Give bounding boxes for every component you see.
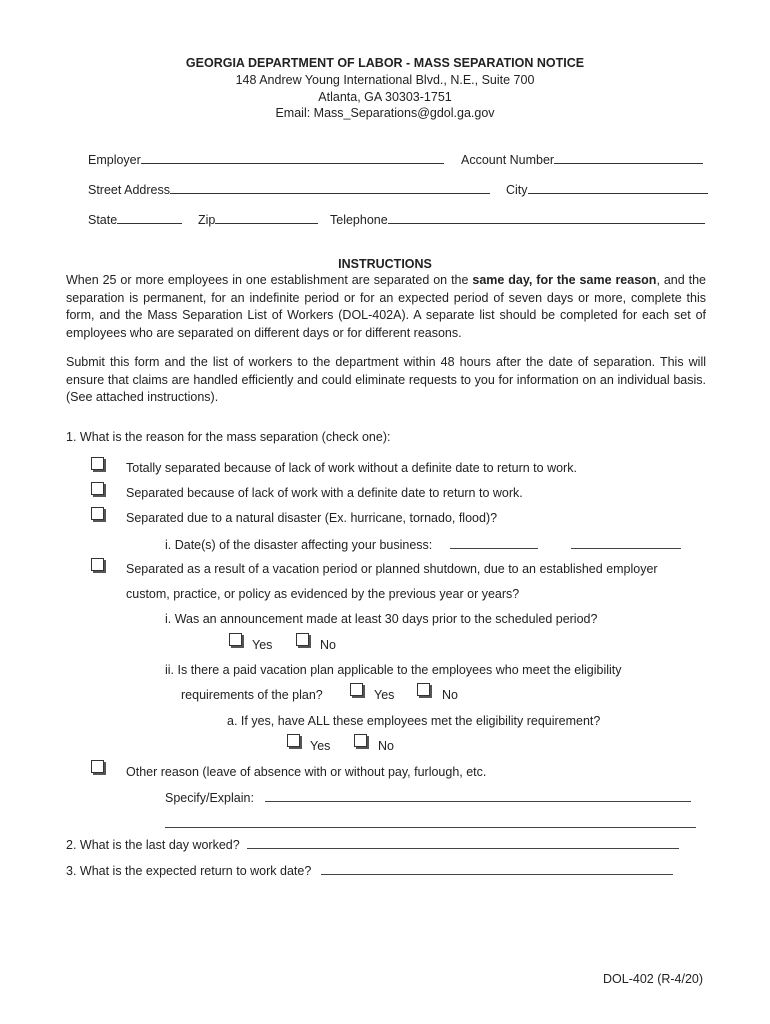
city-line[interactable]: [528, 181, 708, 194]
instructions-paragraph-2: Submit this form and the list of workers to the department within 48 hours after the date of separation. This will ensure that claims are handled efficiently and could eliminate requests to you for information on an individual basis. (See attached instructions).: [66, 355, 706, 404]
checkbox-announcement-yes[interactable]: [229, 633, 242, 646]
instructions-paragraph-1: When 25 or more employees in one establishment are separated on the same day, for the same reason, and the separation is permanent, for an indefinite period or for an expected period of seven days or more, complete this form, and the Mass Separation List of Workers (DOL-402A). A separate list should be completed for each set of employees who are separated on different days or for different reasons.: [66, 273, 706, 340]
announcement-no-label: No: [320, 638, 336, 652]
checkbox-opt-5[interactable]: [91, 760, 104, 773]
disaster-date-line-2[interactable]: [571, 537, 681, 549]
option-4-label-line-1: Separated as a result of a vacation period or planned shutdown, due to an established employer: [126, 562, 658, 576]
state-label: State: [88, 213, 118, 227]
vacation-plan-yes-label: Yes: [374, 688, 395, 702]
account-number-line[interactable]: [554, 151, 703, 164]
question-3-field[interactable]: [66, 863, 673, 878]
street-address-label: Street Address: [88, 183, 170, 197]
telephone-line[interactable]: [388, 211, 705, 224]
checkbox-announcement-no[interactable]: [296, 633, 309, 646]
eligibility-question: a. If yes, have ALL these employees met the eligibility requirement?: [227, 714, 601, 728]
option-5-label: Other reason (leave of absence with or without pay, furlough, etc.: [126, 765, 487, 779]
disaster-date-line-1[interactable]: [450, 537, 538, 549]
address-line-1: 148 Andrew Young International Blvd., N.E., Suite 700: [235, 73, 535, 87]
announcement-yes-label: Yes: [252, 638, 273, 652]
employer-field[interactable]: [88, 151, 444, 167]
form-title: GEORGIA DEPARTMENT OF LABOR - MASS SEPARATION NOTICE: [185, 56, 585, 70]
telephone-label: Telephone: [330, 213, 388, 227]
state-field[interactable]: [88, 211, 182, 227]
checkbox-opt-3[interactable]: [91, 507, 104, 520]
zip-label: Zip: [198, 213, 216, 227]
street-address-field[interactable]: [88, 181, 490, 197]
question-2-label: 2. What is the last day worked?: [66, 838, 240, 852]
account-number-label: Account Number: [461, 153, 555, 167]
question-3-label: 3. What is the expected return to work date?: [66, 864, 312, 878]
option-1-label: Totally separated because of lack of work without a definite date to return to work.: [126, 461, 577, 475]
specify-explain-line-2[interactable]: [165, 816, 696, 828]
specify-explain-line-2-wrap[interactable]: [165, 816, 696, 831]
account-number-field[interactable]: [461, 151, 703, 167]
checkbox-opt-2[interactable]: [91, 482, 104, 495]
return-date-line[interactable]: [321, 863, 673, 875]
employer-line[interactable]: [141, 151, 444, 164]
announcement-question: i. Was an announcement made at least 30 days prior to the scheduled period?: [165, 612, 598, 626]
form-id: DOL-402 (R-4/20): [603, 972, 704, 986]
address-line-2: Atlanta, GA 30303-1751: [318, 90, 452, 104]
street-address-line[interactable]: [170, 181, 490, 194]
instructions-heading: INSTRUCTIONS: [338, 257, 432, 271]
vacation-plan-question-line-2: requirements of the plan?: [181, 688, 323, 702]
state-line[interactable]: [117, 211, 182, 224]
email-line: Email: Mass_Separations@gdol.ga.gov: [275, 106, 495, 120]
checkbox-vacation-plan-no[interactable]: [417, 683, 430, 696]
employer-label: Employer: [88, 153, 141, 167]
checkbox-vacation-plan-yes[interactable]: [350, 683, 363, 696]
question-1: 1. What is the reason for the mass separation (check one):: [66, 430, 391, 444]
disaster-dates-field[interactable]: [165, 537, 681, 552]
checkbox-opt-1[interactable]: [91, 457, 104, 470]
vacation-plan-question-line-1: ii. Is there a paid vacation plan applicable to the employees who meet the eligibility: [165, 663, 622, 677]
zip-field[interactable]: [198, 211, 318, 227]
option-4-label-line-2: custom, practice, or policy as evidenced by the previous year or years?: [126, 587, 520, 601]
checkbox-opt-4[interactable]: [91, 558, 104, 571]
zip-line[interactable]: [215, 211, 318, 224]
city-field[interactable]: [506, 181, 708, 197]
specify-explain-line-1[interactable]: [265, 790, 691, 802]
option-3-label: Separated due to a natural disaster (Ex. hurricane, tornado, flood)?: [126, 511, 498, 525]
question-2-field[interactable]: [66, 837, 679, 852]
city-label: City: [506, 183, 528, 197]
checkbox-eligibility-yes[interactable]: [287, 734, 300, 747]
vacation-plan-no-label: No: [442, 688, 458, 702]
specify-explain-field[interactable]: [165, 790, 691, 805]
specify-explain-label: Specify/Explain:: [165, 791, 254, 805]
disaster-dates-label: i. Date(s) of the disaster affecting your business:: [165, 538, 433, 552]
telephone-field[interactable]: [330, 211, 705, 227]
eligibility-yes-label: Yes: [310, 739, 331, 753]
checkbox-eligibility-no[interactable]: [354, 734, 367, 747]
eligibility-no-label: No: [378, 739, 394, 753]
last-day-worked-line[interactable]: [247, 837, 679, 849]
option-2-label: Separated because of lack of work with a definite date to return to work.: [126, 486, 523, 500]
